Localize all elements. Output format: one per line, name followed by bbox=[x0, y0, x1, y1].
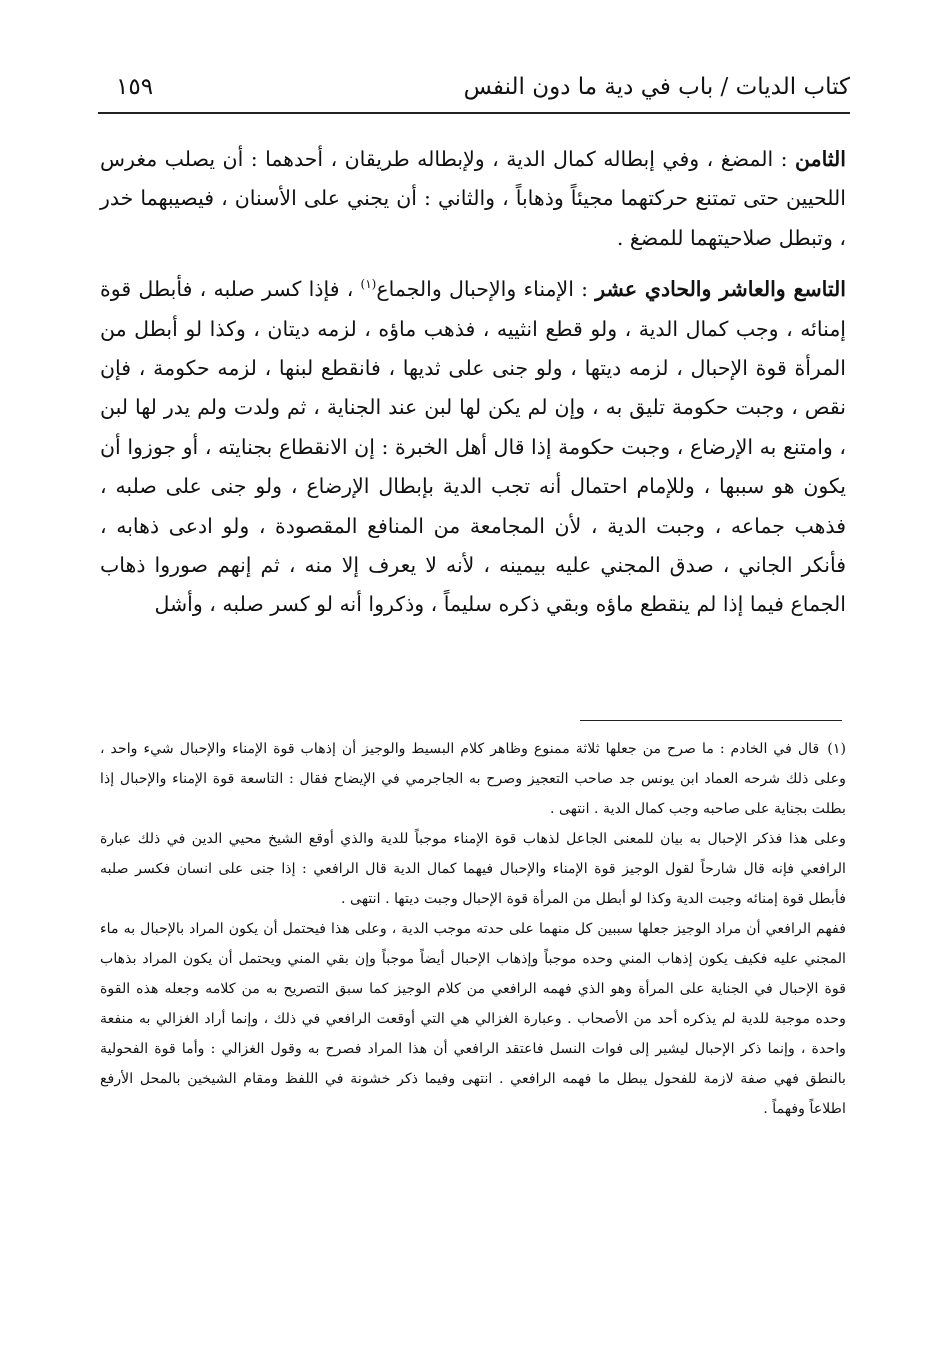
paragraph-body: : المضغ ، وفي إبطاله كمال الدية ، ولإبطاله طريقان ، أحدهما : أن يصلب مغرس اللحيين حتى تمتنع حركتهما مجيئاً وذهاباً ، والثاني : أن يجني على الأسنان ، فيصيبهما خدر ، وتبطل صلاحيتهما للمضغ . bbox=[100, 147, 846, 250]
footnote-paragraph: ففهم الرافعي أن مراد الوجيز جعلها سببين كل منهما على حدته موجب الدية ، وعلى هذا فيحتمل أن يكون المراد بالإحبال به ماء المجني عليه فكيف يكون إذهاب المني وحده موجباً وإذهاب الإحبال أيضاً موجباً وإن بقي المني ويحتمل أن يكون المراد بذهاب قوة الإحبال في الجناية على المرأة وهو الذي فهمه الرافعي من كلام الوجيز كما سبق التصريح به من كلامه وجعله هذه القوة وحده موجبة للدية لم يذكره أحد من الأصحاب . وعبارة الغزالي هي التي أوقعت الرافعي في ذلك ، وإنما أراد الغزالي به منفعة واحدة ، وإنما ذكر الإحبال ليشير إلى فوات النسل فاعتقد الرافعي أن هذا المراد فصرح به وقول الغزالي : وأما قوة الفحولية بالنطق فهي صفة لازمة للفحول يبطل ما فهمه الرافعي . انتهى وفيما ذكر خشونة في اللفظ ومقام الشيخين بالمحل الأرفع اطلاعاً وفهماً . bbox=[100, 921, 846, 1117]
paragraph-eighth bbox=[100, 140, 846, 258]
main-text bbox=[100, 140, 846, 625]
footnote-paragraph bbox=[100, 734, 846, 824]
header-divider bbox=[98, 112, 850, 114]
header-title: كتاب الديات / باب في دية ما دون النفس bbox=[463, 74, 850, 100]
footnote-marker: (١) bbox=[827, 741, 846, 757]
paragraph-body: : الإمناء والإحبال والجماع bbox=[376, 277, 596, 302]
paragraph-heading: التاسع والعاشر والحادي عشر bbox=[595, 277, 846, 302]
paragraph-body: ، فإذا كسر صلبه ، فأبطل قوة إمنائه ، وجب كمال الدية ، ولو قطع انثييه ، فذهب ماؤه ، لزمه ديتان ، وكذا لو أبطل من المرأة قوة الإحبال ، لزمه ديتها ، ولو جنى على ثديها ، فانقطع لبنها ، لزمه حكومة ، فإن نقص ، وجبت حكومة تليق به ، وإن لم يكن لها لبن عند الجناية ، ثم ولدت ولم يدر لها لبن ، وامتنع به الإرضاع ، وجبت حكومة إذا قال أهل الخبرة : إن الانقطاع بجنايته ، أو جوزوا أن يكون هو سببها ، وللإمام احتمال أنه تجب الدية بإبطال الإرضاع ، ولو جنى على صلبه ، فذهب جماعه ، وجبت الدية ، لأن المجامعة من المنافع المقصودة ، ولو ادعى ذهابه ، فأنكر الجاني ، صدق المجني عليه بيمينه ، لأنه لا يعرف إلا منه ، ثم إنهم صوروا ذهاب الجماع فيما إذا لم ينقطع ماؤه وبقي ذكره سليماً ، وذكروا أنه لو كسر صلبه ، وأشل bbox=[100, 277, 846, 617]
footnotes bbox=[100, 734, 846, 1124]
footnote-divider bbox=[580, 720, 842, 721]
page-number: ١٥٩ bbox=[116, 74, 154, 100]
paragraph-heading: الثامن bbox=[795, 147, 846, 171]
footnote-reference[interactable]: (١) bbox=[360, 277, 377, 292]
running-header bbox=[98, 70, 850, 110]
paragraph-ninth-to-eleventh bbox=[100, 270, 846, 625]
footnote-paragraph: وعلى هذا فذكر الإحبال به بيان للمعنى الجاعل لذهاب قوة الإمناء موجباً للدية والذي أوقع الشيخ محيي الدين في ذلك عبارة الرافعي فإنه قال شارحاً لقول الوجيز قوة الإمناء والإحبال فيهما كمال الدية قال الرافعي : إذا جنى على انسان فكسر صلبه فأبطل قوة إمنائه وجبت الدية وكذا لو أبطل من المرأة قوة الإحبال وجبت ديتها . انتهى . bbox=[100, 831, 846, 907]
footnote-text: قال في الخادم : ما صرح من جعلها ثلاثة ممنوع وظاهر كلام البسيط والوجيز أن إذهاب قوة الإمناء والإحبال شيء واحد ، وعلى ذلك شرحه العماد ابن يونس جد صاحب التعجيز وصرح به الجاجرمي في الإيضاح فقال : التاسعة قوة الإمناء والإحبال إذا بطلت بجناية على صاحبه وجب كمال الدية . انتهى . bbox=[100, 741, 846, 817]
